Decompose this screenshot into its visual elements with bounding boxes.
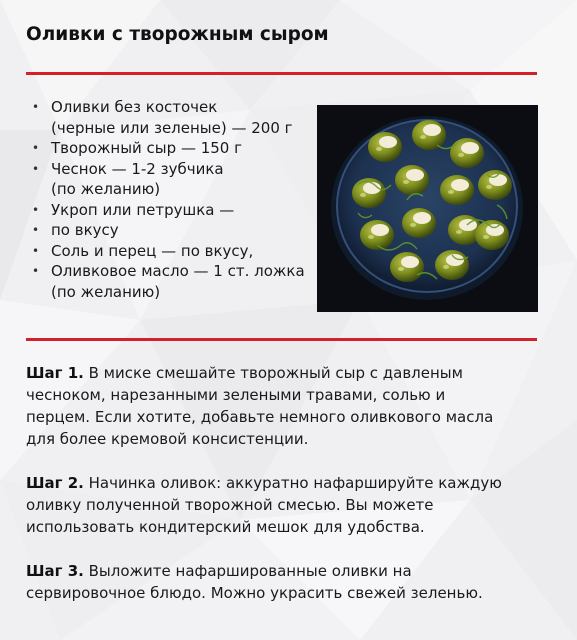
ingredient-line: • Оливки без косточек xyxy=(51,98,218,116)
ingredient-line: • Укроп или петрушка — xyxy=(51,200,235,219)
ingredient-line: • Оливковое масло — 1 ст. ложка xyxy=(51,262,305,280)
olive-highlight-shape xyxy=(458,153,464,157)
olive-highlight-shape xyxy=(368,235,374,239)
divider-middle xyxy=(26,338,537,341)
cheese-filling-shape xyxy=(406,169,424,181)
step-3 xyxy=(26,560,546,604)
recipe-title: Оливки с творожным сыром xyxy=(26,24,329,45)
cheese-filling-shape xyxy=(413,212,431,224)
olive-highlight-shape xyxy=(448,190,454,194)
ingredient-item xyxy=(30,138,315,159)
olive-highlight-shape xyxy=(410,223,416,227)
step-1 xyxy=(26,362,546,450)
cheese-filling-shape xyxy=(423,124,441,136)
ingredient-item xyxy=(30,261,315,302)
olive-highlight-shape xyxy=(456,230,462,234)
step-text: использовать кондитерский мешок для удобства. xyxy=(26,518,425,536)
olive-highlight-shape xyxy=(483,235,489,239)
ingredient-item xyxy=(30,220,315,241)
ingredient-item xyxy=(30,97,315,138)
ingredient-line: • Соль и перец — по вкусу, xyxy=(51,241,254,260)
steps-section xyxy=(26,362,546,626)
ingredient-item xyxy=(30,200,315,221)
ingredients-list xyxy=(30,97,315,302)
olive-highlight-shape xyxy=(360,193,366,197)
step-label: Шаг 1. xyxy=(26,364,84,382)
step-text: чесноком, нарезанными зелеными травами, солью и xyxy=(26,386,446,404)
olive-highlight-shape xyxy=(443,265,449,269)
ingredient-line: • Чеснок — 1-2 зубчика xyxy=(51,159,224,178)
ingredient-line: (по желанию) xyxy=(51,180,161,198)
divider-top xyxy=(26,72,537,75)
ingredient-line: • по вкусу xyxy=(51,221,119,239)
step-text: сервировочное блюдо. Можно украсить свежей зеленью. xyxy=(26,584,483,602)
cheese-filling-shape xyxy=(401,256,419,268)
step-text: оливку полученной творожной смесью. Вы можете xyxy=(26,496,434,514)
step-text: Выложите нафаршированные оливки на xyxy=(83,562,412,580)
step-2 xyxy=(26,472,546,538)
step-label: Шаг 2. xyxy=(26,474,84,492)
step-text: Начинка оливок: аккуратно нафаршируйте каждую xyxy=(83,474,502,492)
step-text: для более кремовой консистенции. xyxy=(26,430,309,448)
cheese-filling-shape xyxy=(371,224,389,236)
olive-highlight-shape xyxy=(403,180,409,184)
cheese-filling-shape xyxy=(379,136,397,148)
cheese-filling-shape xyxy=(486,224,504,236)
ingredient-line: (по желанию) xyxy=(51,282,161,301)
cheese-filling-shape xyxy=(451,179,469,191)
olive-highlight-shape xyxy=(420,135,426,139)
step-label: Шаг 3. xyxy=(26,562,84,580)
cheese-filling-shape xyxy=(461,142,479,154)
ingredient-line: (черные или зеленые) — 200 г xyxy=(51,118,293,137)
ingredient-item xyxy=(30,241,315,262)
olives-dish-photo xyxy=(317,105,538,312)
olive-highlight-shape xyxy=(486,185,492,189)
ingredient-line: • Творожный сыр — 150 г xyxy=(51,139,242,157)
step-text: перцем. Если хотите, добавьте немного оливкового масла xyxy=(26,408,494,426)
olive-highlight-shape xyxy=(376,147,382,151)
step-text: В миске смешайте творожный сыр с давленым xyxy=(83,364,463,382)
ingredient-item xyxy=(30,159,315,200)
olive-highlight-shape xyxy=(398,267,404,271)
